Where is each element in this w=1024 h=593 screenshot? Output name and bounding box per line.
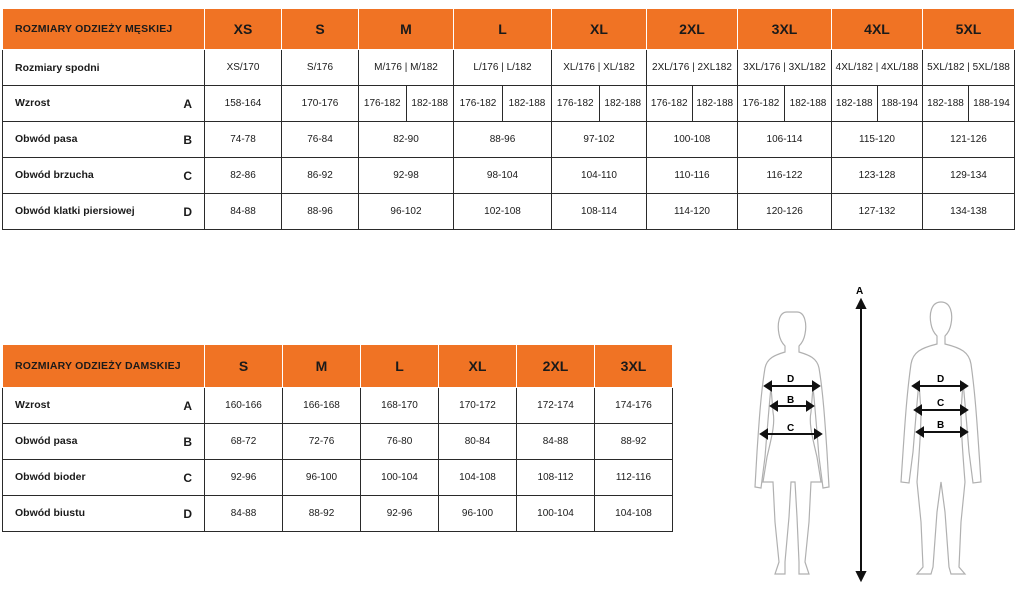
row-label-wrap [15, 169, 204, 183]
table-cell: 112-116 [595, 460, 673, 496]
table-cell: 80-84 [439, 424, 517, 460]
male-label-b: B [937, 420, 945, 431]
row-letter: D [183, 506, 192, 521]
women-size-table [2, 344, 673, 532]
female-silhouette [755, 312, 829, 574]
table-cell: 166-168 [283, 388, 361, 424]
table-cell: 108-112 [517, 460, 595, 496]
table-cell: 84-88 [205, 194, 282, 230]
female-label-b: B [787, 395, 795, 406]
size-header: 4XL [832, 9, 923, 50]
cell-value: 182-188 [784, 86, 831, 121]
cell-value: 176-182 [363, 98, 401, 109]
size-header: L [454, 9, 552, 50]
row-label: Wzrost [15, 398, 50, 411]
table-cell: 160-166 [205, 388, 283, 424]
row-label-cell [3, 424, 205, 460]
size-header: 3XL [738, 9, 832, 50]
table-cell: 121-126 [923, 122, 1015, 158]
row-label: Obwód klatki piersiowej [15, 204, 135, 217]
table-cell: 106-114 [738, 122, 832, 158]
male-silhouette [901, 302, 981, 574]
size-header: S [205, 345, 283, 388]
table-cell [647, 86, 738, 122]
table-cell: 88-96 [282, 194, 359, 230]
table-cell: 104-108 [595, 496, 673, 532]
row-label: Obwód biustu [15, 506, 85, 519]
height-arrow [857, 300, 865, 580]
table-cell [832, 86, 923, 122]
cell-value: 182-188 [502, 86, 551, 121]
table-cell: 116-122 [738, 158, 832, 194]
table-cell: 110-116 [647, 158, 738, 194]
table-cell: 100-104 [361, 460, 439, 496]
size-header: XS [205, 9, 282, 50]
table-cell: 115-120 [832, 122, 923, 158]
table-cell: M/176 | M/182 [359, 50, 454, 86]
split-cell [359, 86, 453, 121]
table-cell: 168-170 [361, 388, 439, 424]
table-row [3, 158, 1015, 194]
table-row [3, 424, 673, 460]
row-label-cell [3, 496, 205, 532]
table-cell: 96-100 [439, 496, 517, 532]
row-label-wrap [15, 507, 204, 521]
cell-value: 188-194 [968, 86, 1014, 121]
table-cell: 84-88 [205, 496, 283, 532]
size-header: M [283, 345, 361, 388]
table-cell: 123-128 [832, 158, 923, 194]
row-letter: C [183, 470, 192, 485]
cell-value: 182-188 [406, 86, 454, 121]
table-cell: 104-108 [439, 460, 517, 496]
split-cell [738, 86, 831, 121]
table-cell: 104-110 [552, 158, 647, 194]
table-cell [552, 86, 647, 122]
table-cell: 88-92 [283, 496, 361, 532]
row-label-cell [3, 50, 205, 86]
table-cell: 92-98 [359, 158, 454, 194]
table-cell: 72-76 [283, 424, 361, 460]
split-cell [923, 86, 1014, 121]
row-letter: B [183, 434, 192, 449]
row-label-wrap [15, 399, 204, 413]
row-letter: A [183, 398, 192, 413]
table-cell: 88-96 [454, 122, 552, 158]
table-title: ROZMIARY ODZIEŻY MĘSKIEJ [3, 9, 205, 50]
cell-value: 182-188 [599, 86, 647, 121]
row-label-cell [3, 460, 205, 496]
row-letter: C [183, 168, 192, 183]
table-cell [923, 86, 1015, 122]
table-cell: 100-108 [647, 122, 738, 158]
size-header: S [282, 9, 359, 50]
split-cell [647, 86, 737, 121]
table-cell: 170-172 [439, 388, 517, 424]
row-label-cell [3, 122, 205, 158]
cell-value: 182-188 [835, 98, 873, 109]
table-cell: 127-132 [832, 194, 923, 230]
size-header: 5XL [923, 9, 1015, 50]
size-header: 2XL [647, 9, 738, 50]
size-header: 3XL [595, 345, 673, 388]
height-label-a: A [856, 286, 864, 297]
table-cell: 88-92 [595, 424, 673, 460]
table-cell: 97-102 [552, 122, 647, 158]
table-cell: 170-176 [282, 86, 359, 122]
table-cell: 96-102 [359, 194, 454, 230]
table-cell: 158-164 [205, 86, 282, 122]
table-cell: 3XL/176 | 3XL/182 [738, 50, 832, 86]
table-row [3, 86, 1015, 122]
table-cell [738, 86, 832, 122]
row-label-wrap [15, 62, 204, 74]
cell-value: 176-182 [459, 98, 497, 109]
header-row [3, 9, 1015, 50]
female-label-d: D [787, 374, 795, 385]
table-cell: 98-104 [454, 158, 552, 194]
table-cell: S/176 [282, 50, 359, 86]
split-cell [552, 86, 646, 121]
table-cell: 4XL/182 | 4XL/188 [832, 50, 923, 86]
row-label: Wzrost [15, 96, 50, 109]
row-label-wrap [15, 97, 204, 111]
table-cell: 120-126 [738, 194, 832, 230]
table-cell: 134-138 [923, 194, 1015, 230]
cell-value: 176-182 [650, 98, 688, 109]
cell-value: 188-194 [877, 86, 923, 121]
table-cell: XS/170 [205, 50, 282, 86]
table-cell [359, 86, 454, 122]
table-cell: 172-174 [517, 388, 595, 424]
table-cell: 76-84 [282, 122, 359, 158]
table-row [3, 460, 673, 496]
split-cell [832, 86, 922, 121]
row-label: Obwód bioder [15, 470, 86, 483]
body-measurement-diagram [745, 282, 1005, 587]
size-header: L [361, 345, 439, 388]
row-label: Obwód brzucha [15, 168, 94, 181]
cell-value: 176-182 [742, 98, 780, 109]
row-label-wrap [15, 205, 204, 219]
table-cell: 174-176 [595, 388, 673, 424]
table-cell: 74-78 [205, 122, 282, 158]
table-cell: 86-92 [282, 158, 359, 194]
table-row [3, 50, 1015, 86]
size-header: XL [439, 345, 517, 388]
table-cell [454, 86, 552, 122]
row-label: Obwód pasa [15, 132, 78, 145]
table-row [3, 194, 1015, 230]
table-row [3, 496, 673, 532]
row-label-cell [3, 194, 205, 230]
table-cell: 129-134 [923, 158, 1015, 194]
male-label-d: D [937, 374, 945, 385]
table-cell: 82-90 [359, 122, 454, 158]
row-label-cell [3, 158, 205, 194]
row-letter: D [183, 204, 192, 219]
row-label-wrap [15, 435, 204, 449]
split-cell [454, 86, 551, 121]
row-label-cell [3, 86, 205, 122]
table-cell: 92-96 [361, 496, 439, 532]
table-cell: 5XL/182 | 5XL/188 [923, 50, 1015, 86]
table-cell: 108-114 [552, 194, 647, 230]
table-title: ROZMIARY ODZIEŻY DAMSKIEJ [3, 345, 205, 388]
table-cell: 96-100 [283, 460, 361, 496]
cell-value: 182-188 [692, 86, 738, 121]
table-cell: 84-88 [517, 424, 595, 460]
table-cell: 2XL/176 | 2XL182 [647, 50, 738, 86]
table-cell: L/176 | L/182 [454, 50, 552, 86]
men-size-table [2, 8, 1015, 230]
row-label: Rozmiary spodni [15, 61, 100, 74]
row-letter: A [183, 96, 192, 111]
size-header: XL [552, 9, 647, 50]
table-cell: 68-72 [205, 424, 283, 460]
row-label: Obwód pasa [15, 434, 78, 447]
table-cell: 114-120 [647, 194, 738, 230]
table-cell: 92-96 [205, 460, 283, 496]
cell-value: 176-182 [556, 98, 594, 109]
row-label-cell [3, 388, 205, 424]
size-header: 2XL [517, 345, 595, 388]
table-cell: 82-86 [205, 158, 282, 194]
row-letter: B [183, 132, 192, 147]
table-cell: 102-108 [454, 194, 552, 230]
table-row [3, 388, 673, 424]
header-row [3, 345, 673, 388]
table-cell: 76-80 [361, 424, 439, 460]
size-header: M [359, 9, 454, 50]
cell-value: 182-188 [927, 98, 964, 109]
table-cell: 100-104 [517, 496, 595, 532]
row-label-wrap [15, 471, 204, 485]
row-label-wrap [15, 133, 204, 147]
female-label-c: C [787, 423, 795, 434]
table-cell: XL/176 | XL/182 [552, 50, 647, 86]
male-label-c: C [937, 398, 945, 409]
table-row [3, 122, 1015, 158]
